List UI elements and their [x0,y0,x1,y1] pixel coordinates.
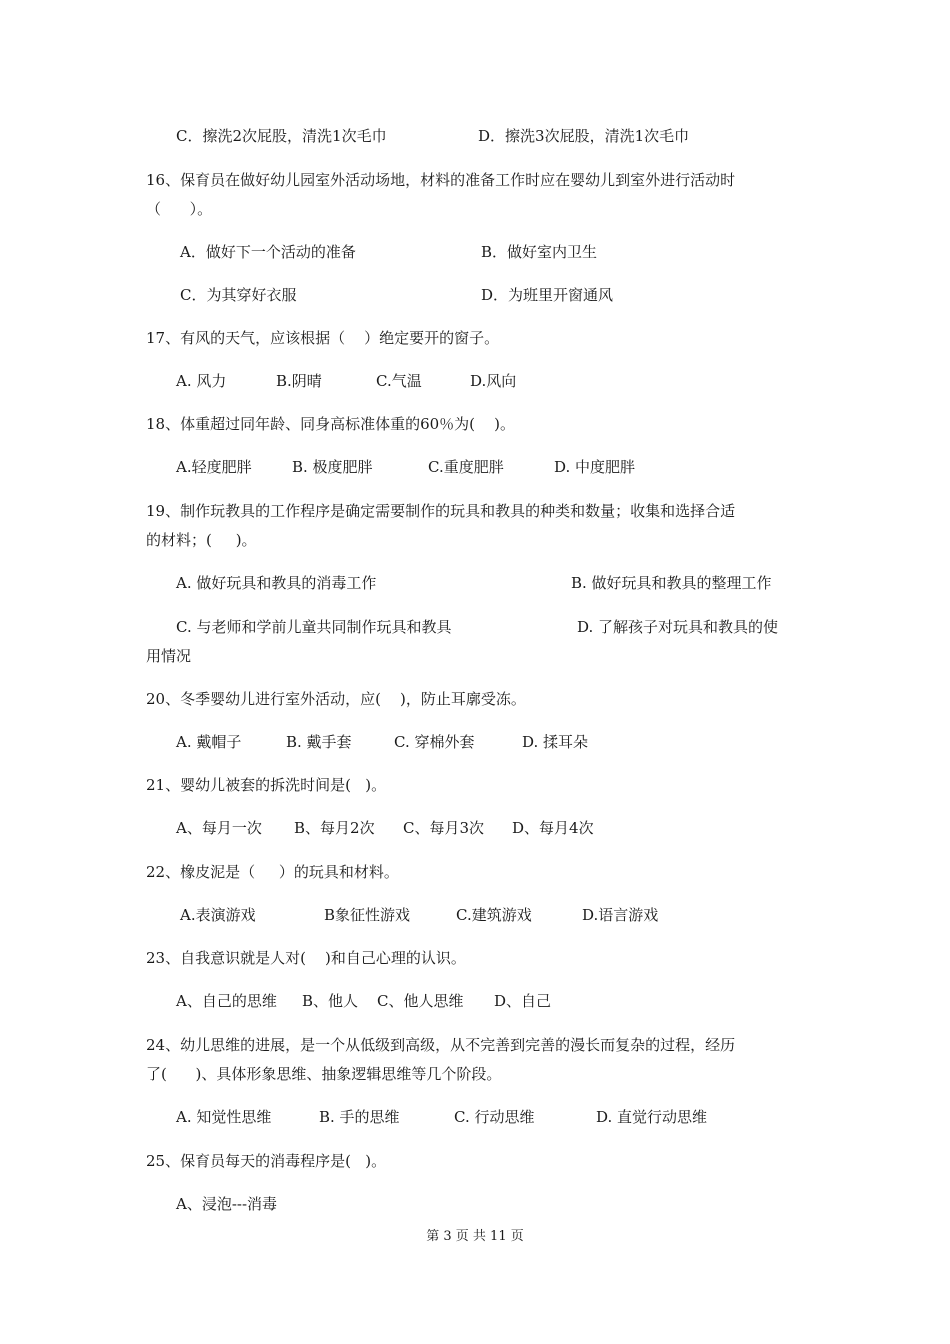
q22-option-c: C.建筑游戏 [456,906,532,924]
q24-option-c: C. 行动思维 [454,1108,535,1126]
q18-option-b: B. 极度肥胖 [292,458,373,476]
q16-option-c: C．为其穿好衣服 [180,286,297,304]
q18-option-d: D. 中度肥胖 [554,458,636,476]
q21-stem: 21、婴幼儿被套的拆洗时间是( )。 [146,776,387,794]
q16-option-a: A．做好下一个活动的准备 [180,243,356,261]
q19-stem-line2: 的材料；( )。 [146,531,257,549]
q20-stem: 20、冬季婴幼儿进行室外活动，应( )，防止耳廓受冻。 [146,690,526,708]
q19-option-d: D. 了解孩子对玩具和教具的使 [577,618,779,636]
q22-option-a: A.表演游戏 [180,906,256,924]
q24-option-a: A. 知觉性思维 [176,1108,272,1126]
q15-option-d: D．擦洗3次屁股，清洗1次毛巾 [478,127,690,145]
q18-option-a: A.轻度肥胖 [176,458,252,476]
q20-option-d: D. 揉耳朵 [522,733,589,751]
q21-option-c: C、每月3次 [403,819,485,837]
q24-option-d: D. 直觉行动思维 [596,1108,708,1126]
q24-stem-line2: 了( )、具体形象思维、抽象逻辑思维等几个阶段。 [146,1065,502,1083]
q19-option-c: C. 与老师和学前儿童共同制作玩具和教具 [176,618,452,636]
q16-stem-line1: 16、保育员在做好幼儿园室外活动场地，材料的准备工作时应在婴幼儿到室外进行活动时 [146,171,736,189]
q21-option-a: A、每月一次 [176,819,262,837]
q21-option-b: B、每月2次 [294,819,375,837]
q22-stem: 22、橡皮泥是（ ）的玩具和材料。 [146,863,399,881]
page-number-footer: 第 3 页 共 11 页 [426,1229,524,1244]
q21-option-d: D、每月4次 [512,819,594,837]
q25-stem: 25、保育员每天的消毒程序是( )。 [146,1152,387,1170]
q22-option-d: D.语言游戏 [582,906,659,924]
q23-option-d: D、自己 [494,992,552,1010]
q23-option-a: A、自己的思维 [176,992,277,1010]
q24-stem-line1: 24、幼儿思维的进展，是一个从低级到高级，从不完善到完善的漫长而复杂的过程，经历 [146,1036,736,1054]
q16-option-b: B．做好室内卫生 [481,243,598,261]
q17-option-c: C.气温 [376,372,422,390]
q20-option-b: B. 戴手套 [286,733,352,751]
q19-option-d-continuation: 用情况 [146,647,192,665]
q20-option-c: C. 穿棉外套 [394,733,475,751]
q15-option-c: C．擦洗2次屁股，清洗1次毛巾 [176,127,387,145]
q22-option-b: B象征性游戏 [324,906,411,924]
q17-stem: 17、有风的天气，应该根据（ ）绝定要开的窗子。 [146,329,500,347]
q17-option-b: B.阴晴 [276,372,322,390]
q18-option-c: C.重度肥胖 [428,458,504,476]
q23-stem: 23、自我意识就是人对( )和自己心理的认识。 [146,949,466,967]
q16-option-d: D．为班里开窗通风 [481,286,614,304]
q24-option-b: B. 手的思维 [319,1108,400,1126]
q20-option-a: A. 戴帽子 [176,733,242,751]
q23-option-c: C、他人思维 [377,992,464,1010]
q19-stem-line1: 19、制作玩教具的工作程序是确定需要制作的玩具和教具的种类和数量；收集和选择合适 [146,502,736,520]
q16-stem-line2: （ ）。 [146,200,213,218]
q19-option-b: B. 做好玩具和教具的整理工作 [571,574,772,592]
q23-option-b: B、他人 [302,992,359,1010]
q18-stem: 18、体重超过同年龄、同身高标准体重的60％为( )。 [146,415,515,433]
q19-option-a: A. 做好玩具和教具的消毒工作 [176,574,377,592]
q17-option-a: A. 风力 [176,372,227,390]
q17-option-d: D.风向 [470,372,517,390]
q25-option-a: A、浸泡---消毒 [176,1195,278,1213]
